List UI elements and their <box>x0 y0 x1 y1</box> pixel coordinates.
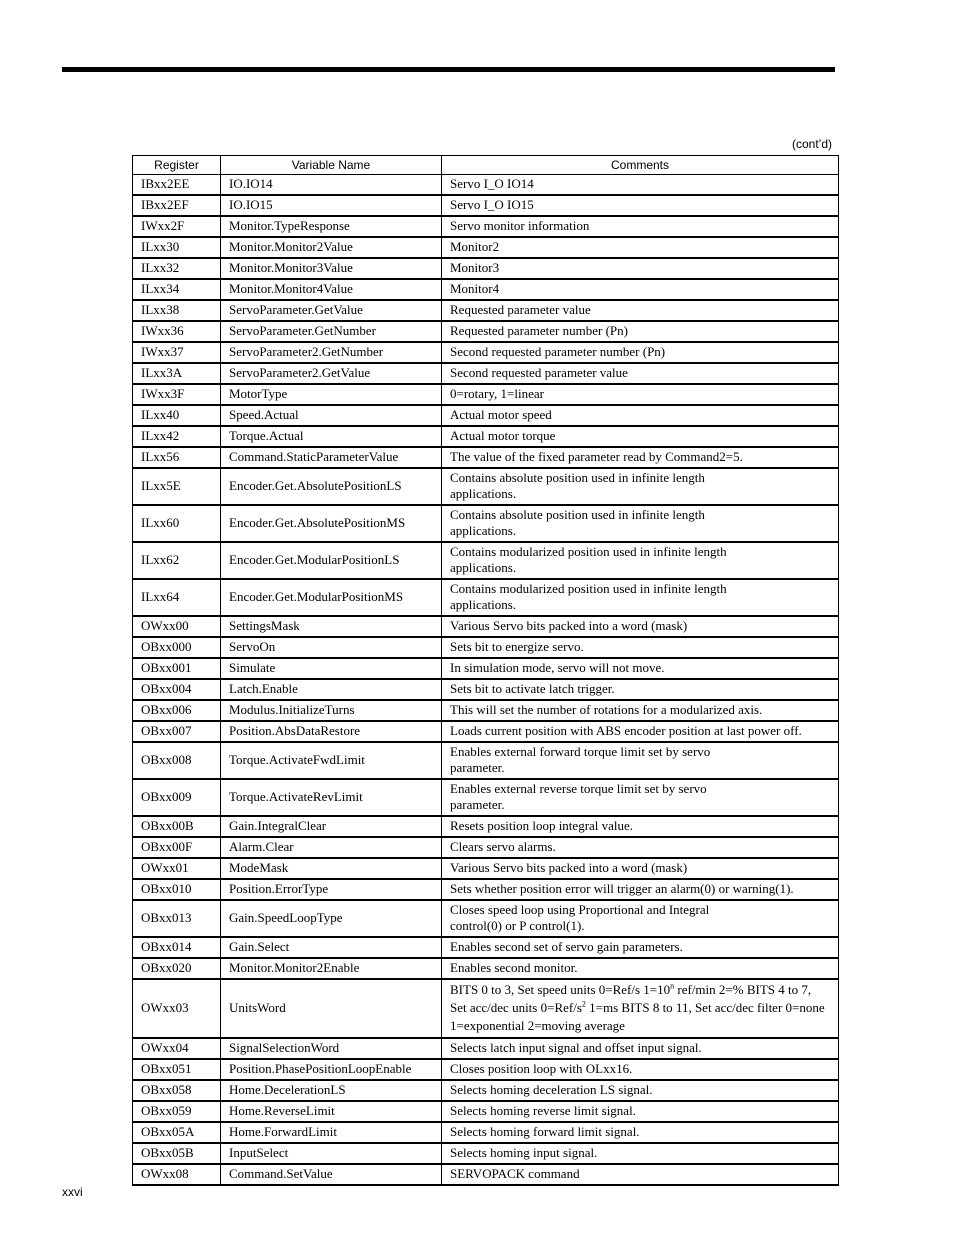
register-cell: OBxx00B <box>133 816 221 837</box>
register-cell: OWxx08 <box>133 1164 221 1185</box>
register-cell: OBxx00F <box>133 837 221 858</box>
table-row <box>133 937 839 958</box>
variable-name-cell: Alarm.Clear <box>221 837 442 858</box>
register-cell: OWxx00 <box>133 616 221 637</box>
comment-cell: Actual motor torque <box>442 426 839 447</box>
table-row <box>133 837 839 858</box>
table-row <box>133 637 839 658</box>
register-cell: ILxx38 <box>133 300 221 321</box>
table-row <box>133 363 839 384</box>
register-cell: OBxx008 <box>133 742 221 779</box>
register-cell: ILxx3A <box>133 363 221 384</box>
register-cell: OBxx058 <box>133 1080 221 1101</box>
register-cell: IWxx36 <box>133 321 221 342</box>
variable-name-cell: SettingsMask <box>221 616 442 637</box>
table-row <box>133 879 839 900</box>
table-row <box>133 958 839 979</box>
header-comments: Comments <box>442 156 839 175</box>
table-row <box>133 237 839 258</box>
table-row <box>133 900 839 937</box>
variable-name-cell: Torque.ActivateFwdLimit <box>221 742 442 779</box>
table-row <box>133 426 839 447</box>
comment-cell: Enables second set of servo gain parameters. <box>442 937 839 958</box>
comment-cell: The value of the fixed parameter read by Command2=5. <box>442 447 839 468</box>
register-cell: OBxx004 <box>133 679 221 700</box>
register-cell: OBxx000 <box>133 637 221 658</box>
variable-name-cell: Gain.SpeedLoopType <box>221 900 442 937</box>
table-row <box>133 542 839 579</box>
table-row <box>133 405 839 426</box>
register-cell: ILxx42 <box>133 426 221 447</box>
comment-cell: Monitor4 <box>442 279 839 300</box>
register-cell: OBxx05A <box>133 1122 221 1143</box>
comment-cell: Monitor2 <box>442 237 839 258</box>
table-row <box>133 816 839 837</box>
table-row <box>133 1164 839 1185</box>
comment-cell: Second requested parameter value <box>442 363 839 384</box>
register-cell: ILxx62 <box>133 542 221 579</box>
variable-name-cell: Gain.IntegralClear <box>221 816 442 837</box>
register-cell: OBxx006 <box>133 700 221 721</box>
table-row <box>133 616 839 637</box>
table-row <box>133 342 839 363</box>
register-cell: IWxx3F <box>133 384 221 405</box>
table-row <box>133 721 839 742</box>
register-cell: OBxx05B <box>133 1143 221 1164</box>
variable-name-cell: Gain.Select <box>221 937 442 958</box>
comment-cell: Second requested parameter number (Pn) <box>442 342 839 363</box>
comment-cell: Servo I_O IO14 <box>442 175 839 196</box>
register-cell: ILxx32 <box>133 258 221 279</box>
comment-cell: Enables external reverse torque limit set by servo parameter. <box>442 779 839 816</box>
comment-cell: Contains modularized position used in infinite length applications. <box>442 579 839 616</box>
variable-name-cell: Position.AbsDataRestore <box>221 721 442 742</box>
table-row <box>133 1143 839 1164</box>
register-cell: OBxx010 <box>133 879 221 900</box>
table-row <box>133 1059 839 1080</box>
variable-name-cell: Torque.Actual <box>221 426 442 447</box>
comment-cell: Enables second monitor. <box>442 958 839 979</box>
table-row <box>133 384 839 405</box>
comment-cell: Clears servo alarms. <box>442 837 839 858</box>
register-cell: OWxx01 <box>133 858 221 879</box>
comment-cell: Sets bit to activate latch trigger. <box>442 679 839 700</box>
comment-cell: In simulation mode, servo will not move. <box>442 658 839 679</box>
variable-name-cell: ServoOn <box>221 637 442 658</box>
table-row <box>133 447 839 468</box>
variable-name-cell: Monitor.Monitor2Enable <box>221 958 442 979</box>
variable-name-cell: Torque.ActivateRevLimit <box>221 779 442 816</box>
register-cell: IBxx2EE <box>133 175 221 196</box>
comment-cell: Various Servo bits packed into a word (mask) <box>442 616 839 637</box>
variable-name-cell: Command.StaticParameterValue <box>221 447 442 468</box>
table-header-row <box>133 156 839 175</box>
comment-cell: Contains modularized position used in infinite length applications. <box>442 542 839 579</box>
page-number: xxvi <box>62 1185 83 1199</box>
variable-name-cell: Simulate <box>221 658 442 679</box>
variable-name-cell: Position.PhasePositionLoopEnable <box>221 1059 442 1080</box>
variable-name-cell: Monitor.Monitor3Value <box>221 258 442 279</box>
table-row <box>133 1038 839 1059</box>
register-cell: OBxx007 <box>133 721 221 742</box>
register-cell: ILxx64 <box>133 579 221 616</box>
variable-name-cell: MotorType <box>221 384 442 405</box>
comment-cell: Contains absolute position used in infinite length applications. <box>442 468 839 505</box>
table-row <box>133 195 839 216</box>
table-row <box>133 579 839 616</box>
comment-cell: 0=rotary, 1=linear <box>442 384 839 405</box>
register-cell: ILxx5E <box>133 468 221 505</box>
table-row <box>133 216 839 237</box>
variable-name-cell: ServoParameter2.GetValue <box>221 363 442 384</box>
table-row <box>133 779 839 816</box>
register-cell: OBxx009 <box>133 779 221 816</box>
variable-name-cell: Home.DecelerationLS <box>221 1080 442 1101</box>
table-row <box>133 321 839 342</box>
comment-cell: Actual motor speed <box>442 405 839 426</box>
variable-name-cell: IO.IO15 <box>221 195 442 216</box>
register-cell: OBxx001 <box>133 658 221 679</box>
table-row <box>133 658 839 679</box>
table-row <box>133 1122 839 1143</box>
variable-name-cell: Encoder.Get.ModularPositionMS <box>221 579 442 616</box>
register-cell: OBxx059 <box>133 1101 221 1122</box>
register-cell: ILxx34 <box>133 279 221 300</box>
comment-cell: Selects homing reverse limit signal. <box>442 1101 839 1122</box>
variable-name-cell: Encoder.Get.ModularPositionLS <box>221 542 442 579</box>
variable-name-cell: Encoder.Get.AbsolutePositionLS <box>221 468 442 505</box>
table-row <box>133 300 839 321</box>
variable-name-cell: Latch.Enable <box>221 679 442 700</box>
register-cell: ILxx56 <box>133 447 221 468</box>
variable-name-cell: SignalSelectionWord <box>221 1038 442 1059</box>
comment-cell: Selects homing input signal. <box>442 1143 839 1164</box>
register-cell: IWxx2F <box>133 216 221 237</box>
comment-cell: Sets bit to energize servo. <box>442 637 839 658</box>
header-register: Register <box>133 156 221 175</box>
table-row <box>133 175 839 196</box>
comment-cell: Requested parameter value <box>442 300 839 321</box>
comment-cell: Servo monitor information <box>442 216 839 237</box>
register-cell: OWxx03 <box>133 979 221 1038</box>
register-cell: OBxx014 <box>133 937 221 958</box>
variable-name-cell: ServoParameter.GetNumber <box>221 321 442 342</box>
table-row <box>133 979 839 1038</box>
units-word-text: BITS 0 to 3, Set speed units 0=Ref/s 1=10 <box>450 982 671 997</box>
table-row <box>133 505 839 542</box>
variable-name-cell: InputSelect <box>221 1143 442 1164</box>
table-body <box>133 175 839 1186</box>
variable-name-cell: Modulus.InitializeTurns <box>221 700 442 721</box>
variable-name-cell: IO.IO14 <box>221 175 442 196</box>
units-word-text: ref/min 2=% BITS 4 to 7, <box>674 982 812 997</box>
table-row <box>133 279 839 300</box>
table-row <box>133 1101 839 1122</box>
units-word-text: 1=ms BITS 8 to 11, Set acc/dec filter 0=none <box>585 1000 825 1015</box>
comment-cell: Sets whether position error will trigger an alarm(0) or warning(1). <box>442 879 839 900</box>
comment-cell: Resets position loop integral value. <box>442 816 839 837</box>
variable-name-cell: Position.ErrorType <box>221 879 442 900</box>
units-word-sup: n <box>670 981 675 991</box>
comment-cell: Various Servo bits packed into a word (mask) <box>442 858 839 879</box>
variable-name-cell: UnitsWord <box>221 979 442 1038</box>
continued-label: (cont’d) <box>791 137 832 151</box>
comment-cell: Closes position loop with OLxx16. <box>442 1059 839 1080</box>
variable-name-cell: Monitor.TypeResponse <box>221 216 442 237</box>
header-variable-name: Variable Name <box>221 156 442 175</box>
register-table <box>132 155 839 1186</box>
variable-name-cell: Speed.Actual <box>221 405 442 426</box>
table-row <box>133 258 839 279</box>
comment-cell: Loads current position with ABS encoder position at last power off. <box>442 721 839 742</box>
variable-name-cell: Home.ForwardLimit <box>221 1122 442 1143</box>
comment-cell: Selects homing deceleration LS signal. <box>442 1080 839 1101</box>
units-word-sup: 2 <box>581 999 586 1009</box>
comment-cell: Selects homing forward limit signal. <box>442 1122 839 1143</box>
register-cell: OBxx013 <box>133 900 221 937</box>
register-cell: ILxx40 <box>133 405 221 426</box>
variable-name-cell: ModeMask <box>221 858 442 879</box>
register-cell: IBxx2EF <box>133 195 221 216</box>
comment-cell: Servo I_O IO15 <box>442 195 839 216</box>
table-row <box>133 468 839 505</box>
units-word-text: 1=exponential 2=moving average <box>450 1018 625 1033</box>
table-row <box>133 858 839 879</box>
variable-name-cell: Monitor.Monitor4Value <box>221 279 442 300</box>
variable-name-cell: ServoParameter2.GetNumber <box>221 342 442 363</box>
variable-name-cell: ServoParameter.GetValue <box>221 300 442 321</box>
comment-cell: Requested parameter number (Pn) <box>442 321 839 342</box>
table-row <box>133 742 839 779</box>
register-cell: ILxx60 <box>133 505 221 542</box>
table-row <box>133 679 839 700</box>
variable-name-cell: Command.SetValue <box>221 1164 442 1185</box>
units-word-text: Set acc/dec units 0=Ref/s <box>450 1000 582 1015</box>
register-cell: OBxx020 <box>133 958 221 979</box>
comment-cell: Enables external forward torque limit set by servo parameter. <box>442 742 839 779</box>
comment-cell: Monitor3 <box>442 258 839 279</box>
comment-cell: Selects latch input signal and offset input signal. <box>442 1038 839 1059</box>
top-rule <box>62 67 835 72</box>
variable-name-cell: Encoder.Get.AbsolutePositionMS <box>221 505 442 542</box>
register-cell: ILxx30 <box>133 237 221 258</box>
variable-name-cell: Monitor.Monitor2Value <box>221 237 442 258</box>
register-cell: OBxx051 <box>133 1059 221 1080</box>
comment-cell: This will set the number of rotations for a modularized axis. <box>442 700 839 721</box>
table-row <box>133 700 839 721</box>
comment-cell: SERVOPACK command <box>442 1164 839 1185</box>
comment-cell: Contains absolute position used in infinite length applications. <box>442 505 839 542</box>
comment-cell: Closes speed loop using Proportional and Integral control(0) or P control(1). <box>442 900 839 937</box>
table-row <box>133 1080 839 1101</box>
register-cell: IWxx37 <box>133 342 221 363</box>
variable-name-cell: Home.ReverseLimit <box>221 1101 442 1122</box>
comment-cell <box>442 979 839 1038</box>
register-cell: OWxx04 <box>133 1038 221 1059</box>
